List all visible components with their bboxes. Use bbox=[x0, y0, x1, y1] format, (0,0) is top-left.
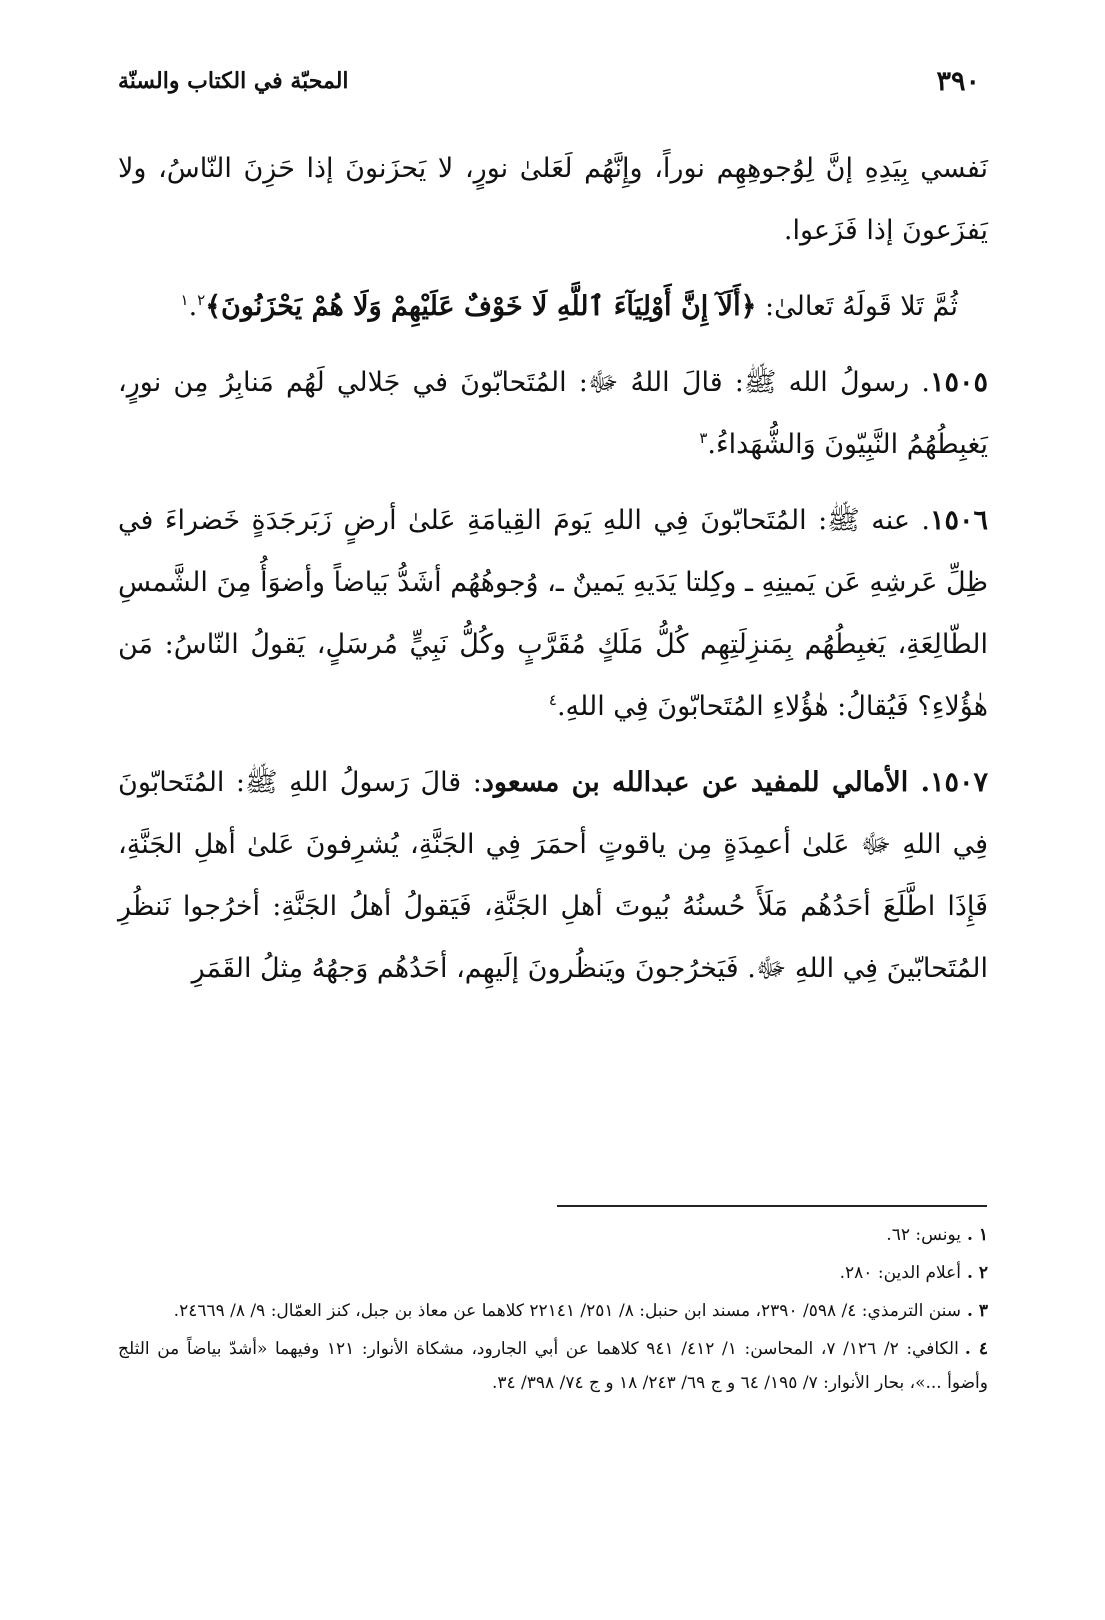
footnote-number: ١ . bbox=[967, 1225, 988, 1245]
entry-text: : قالَ رَسولُ اللهِ ﷺ: المُتَحابّونَ فِي اللهِ ﷻ عَلىٰ أعمِدَةٍ مِن ياقوتٍ أحمَرَ فِي الجَنَّةِ، يُشرِفونَ عَلىٰ أهلِ الجَنَّةِ، فَإِذَا اطَّلَعَ أحَدُهُم مَلَأَ حُسنُهُ بُيوتَ أهلِ الجَنَّةِ، فَيَقولُ أهلُ الجَنَّةِ: أخرُجوا نَنظُرِ المُتَحابّينَ فِي اللهِ ﷻ. فَيَخرُجونَ ويَنظُرونَ إلَيهِم، أحَدُهُم وَجهُهُ مِثلُ القَمَرِ bbox=[118, 767, 988, 984]
footnote-number: ٢ . bbox=[967, 1263, 988, 1283]
quran-intro: ثُمَّ تَلا قَولَهُ تَعالىٰ: bbox=[756, 291, 958, 322]
footnote-text: أعلام الدين: ٢٨٠. bbox=[839, 1263, 962, 1283]
continuation-text: نَفسي بِيَدِهِ إنَّ لِوُجوهِهِم نوراً، وإِنَّهُم لَعَلىٰ نورٍ، لا يَحزَنونَ إذا حَزِنَ النّاسُ، ولا يَفزَعونَ إذا فَزَعوا. bbox=[118, 153, 988, 246]
paragraph-quran-citation: ثُمَّ تَلا قَولَهُ تَعالىٰ: ﴿أَلَآ إِنَّ أَوْلِيَآءَ ٱللَّهِ لَا خَوْفٌ عَلَيْهِمْ وَلَا هُمْ يَحْزَنُونَ﴾$^١$.$^٢$ bbox=[180, 291, 958, 322]
main-text bbox=[118, 138, 988, 1014]
footnote-text: يونس: ٦٢. bbox=[886, 1225, 962, 1245]
footnote-ref-3: ٣ bbox=[699, 429, 708, 447]
entry-text: . عنه ﷺ: المُتَحابّونَ فِي اللهِ يَومَ القِيامَةِ عَلىٰ أرضٍ زَبَرجَدَةٍ خَضراءَ في ظِلِّ عَرشِهِ عَن يَمينِهِ ـ وكِلتا يَدَيهِ يَمينٌ ـ، وُجوهُهُم أشَدُّ بَياضاً وأضوَأُ مِنَ الشَّمسِ الطّالِعَةِ، يَغبِطُهُم بِمَنزِلَتِهِم كُلُّ مَلَكٍ مُقَرَّبٍ وكُلُّ نَبِيٍّ مُرسَلٍ، يَقولُ النّاسُ: مَن هٰؤُلاءِ؟ فَيُقالُ: هٰؤُلاءِ المُتَحابّونَ فِي اللهِ. bbox=[118, 505, 988, 722]
quran-verse: ﴿أَلَآ إِنَّ أَوْلِيَآءَ ٱللَّهِ لَا خَوْفٌ عَلَيْهِمْ وَلَا هُمْ يَحْزَنُونَ﴾ bbox=[205, 291, 757, 322]
footnote-divider bbox=[557, 1205, 987, 1207]
footnote-4 bbox=[118, 1332, 988, 1400]
entry-text: . رسولُ الله ﷺ: قالَ اللهُ ﷻ: المُتَحابّونَ في جَلالي لَهُم مَنابِرُ مِن نورٍ، يَغبِطُهُمُ النَّبِيّونَ وَالشُّهَداءُ. bbox=[118, 367, 988, 460]
footnote-ref-2: ٢ bbox=[197, 291, 206, 309]
hadith-entry-1505 bbox=[118, 352, 988, 476]
hadith-entry-1507 bbox=[118, 752, 988, 1000]
entry-number: ١٥٠٦ bbox=[929, 505, 988, 536]
footnote-number: ٣ . bbox=[967, 1301, 988, 1321]
hadith-entry-1506 bbox=[118, 490, 988, 738]
footnote-text: الكافي: ٢/ ١٢٦/ ٧، المحاسن: ١/ ٤١٢/ ٩٤١ كلاهما عن أبي الجارود، مشكاة الأنوار: ١٢١ وفيهما «أشدّ بياضاً من الثلج وأضوأ ...»، بحار الأنوار: ٧/ ١٩٥/ ٦٤ و ج ٦٩/ ٢٤٣/ ١٨ و ج ٧٤/ ٣٩٨/ ٣٤. bbox=[118, 1339, 988, 1393]
footnote-1 bbox=[118, 1218, 988, 1252]
footnote-3 bbox=[118, 1294, 988, 1328]
paragraph-continuation bbox=[118, 138, 988, 262]
page-number: ٣٩٠ bbox=[936, 66, 980, 97]
footnote-number: ٤ . bbox=[964, 1339, 988, 1359]
running-title: المحبّة في الكتاب والسنّة bbox=[118, 68, 349, 94]
footnote-text: سنن الترمذي: ٤/ ٥٩٨/ ٢٣٩٠، مسند ابن حنبل: ٨/ ٢٥١/ ٢٢١٤١ كلاهما عن معاذ بن جبل، كنز العمّال: ٩/ ٨/ ٢٤٦٦٩. bbox=[173, 1301, 962, 1321]
entry-number: ١٥٠٧ bbox=[929, 767, 988, 798]
footnote-ref-1: ١ bbox=[180, 291, 189, 309]
footnote-2 bbox=[118, 1256, 988, 1290]
page-header bbox=[118, 66, 988, 106]
entry-number: ١٥٠٥ bbox=[929, 367, 988, 398]
footnote-ref-4: ٤ bbox=[548, 691, 557, 709]
entry-source: . الأمالي للمفيد عن عبدالله بن مسعود bbox=[481, 767, 930, 798]
footnotes bbox=[118, 1218, 988, 1404]
